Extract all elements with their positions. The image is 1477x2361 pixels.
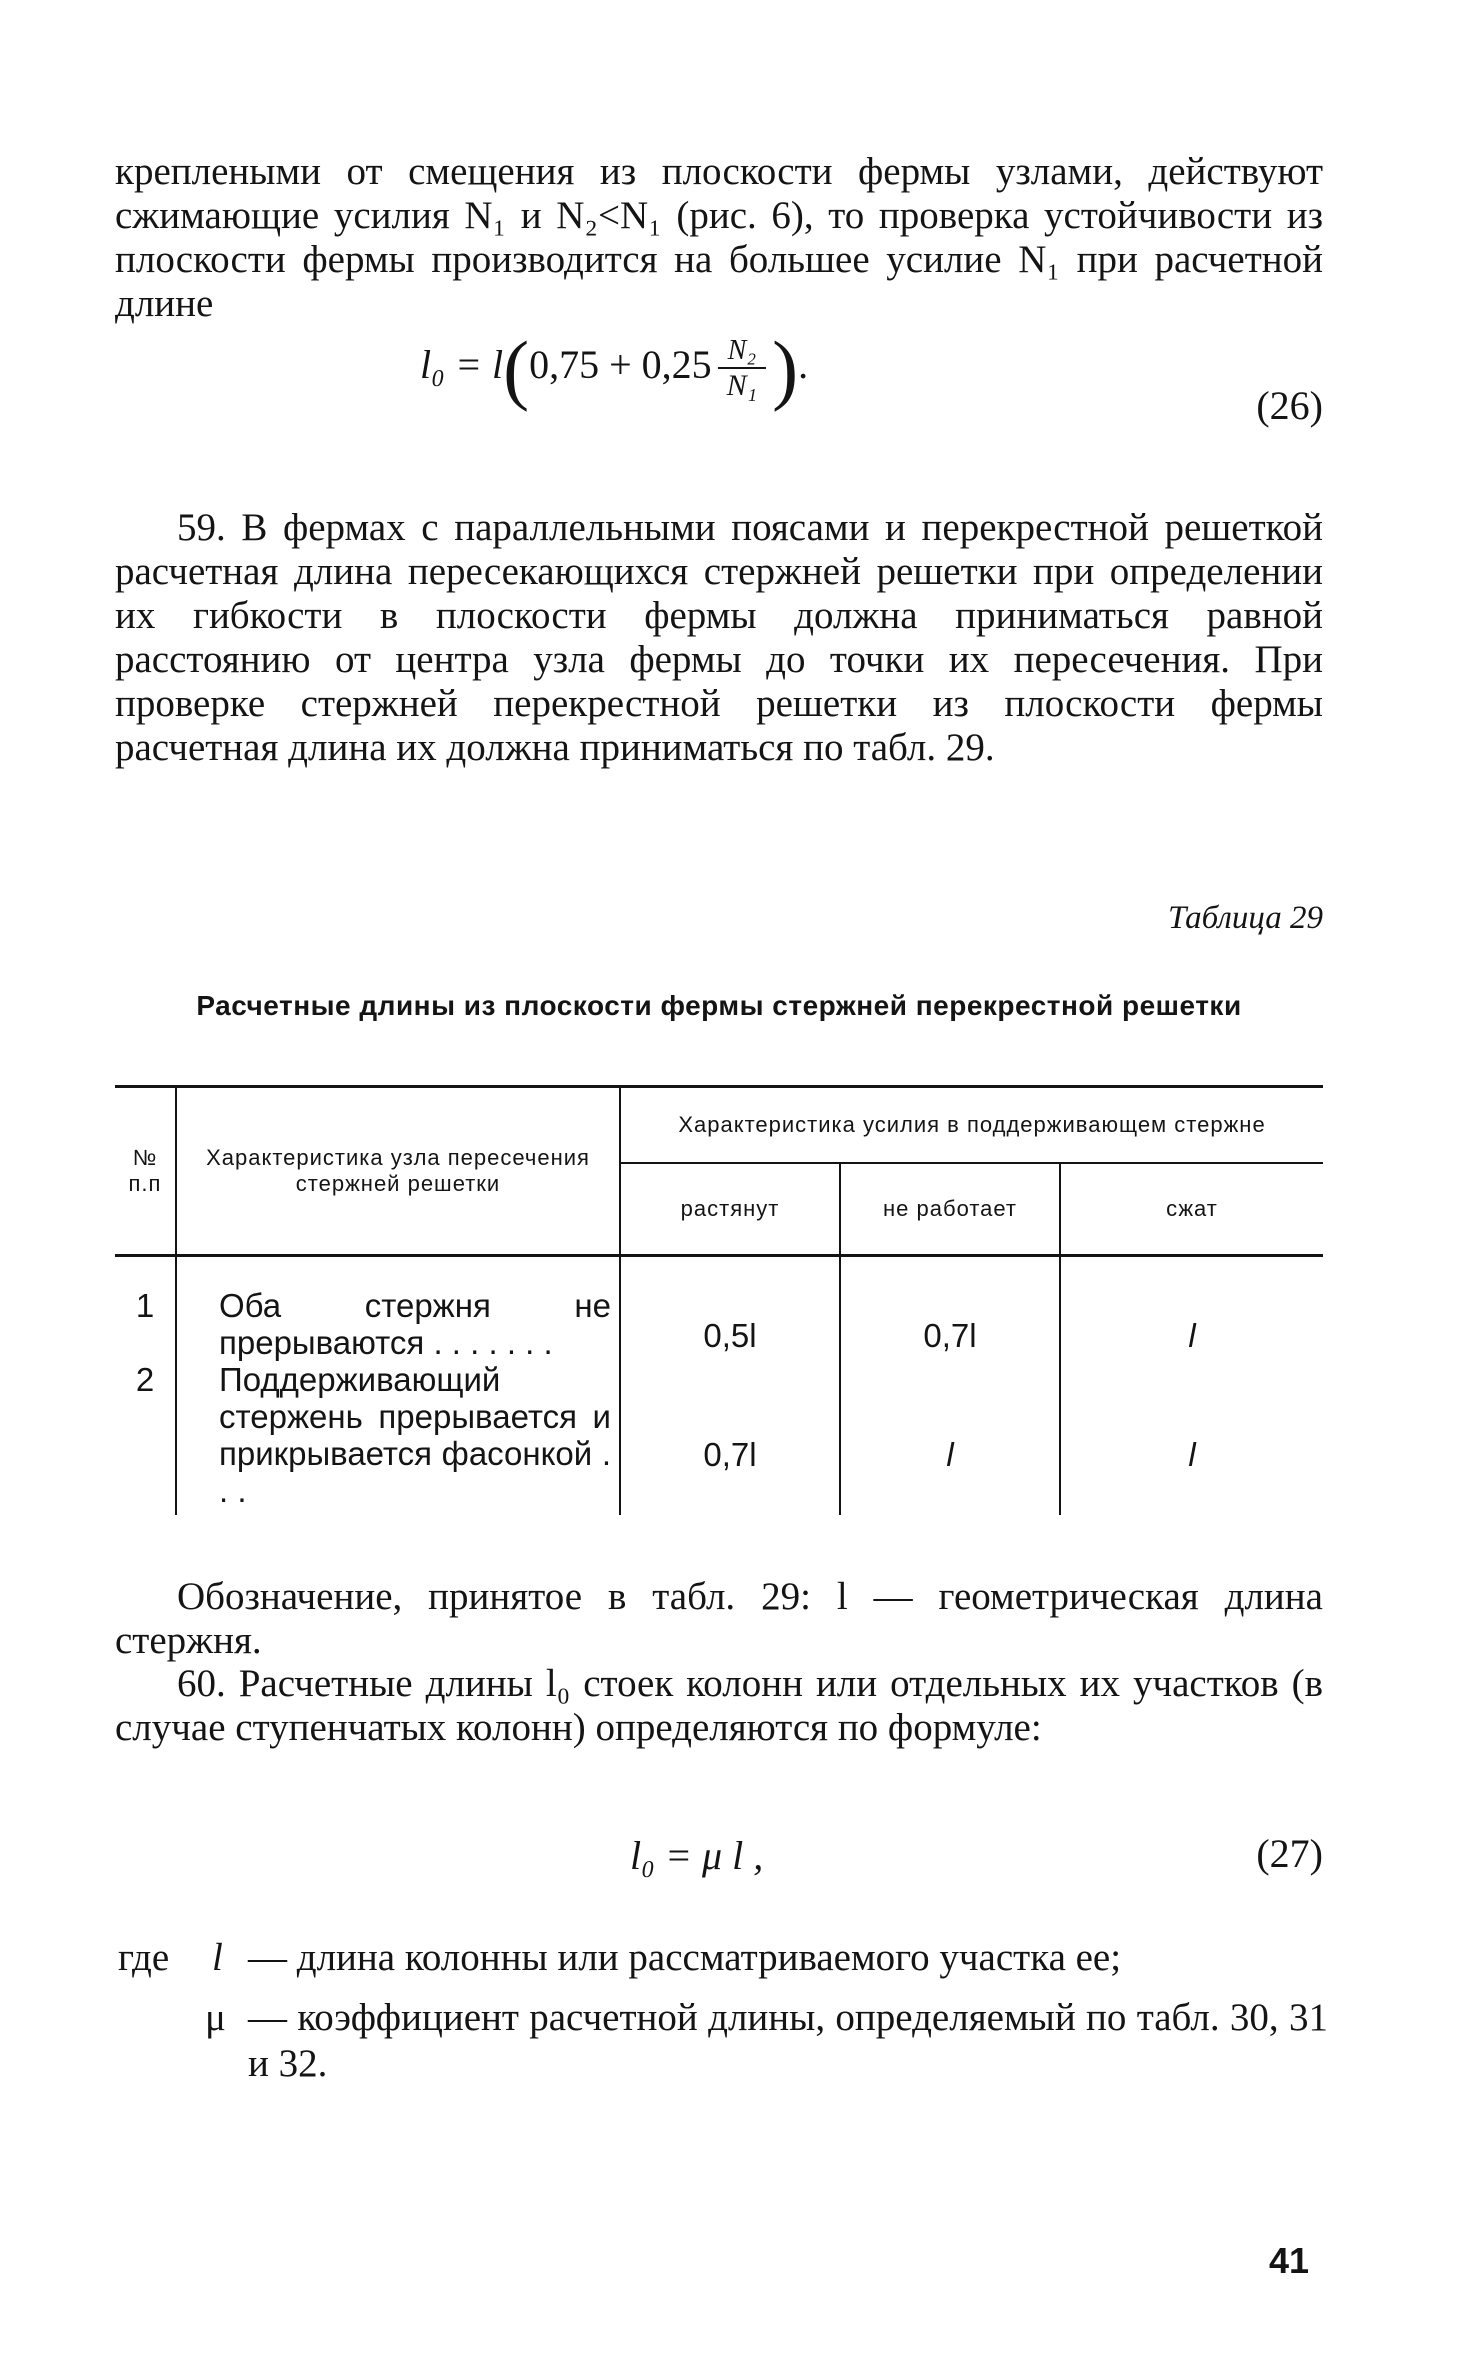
header-force: Характеристика усилия в поддерживающем стержне: [620, 1087, 1323, 1164]
table-caption: Таблица 29: [1168, 900, 1323, 936]
row-1-compress: l: [1188, 1317, 1196, 1354]
row-2-compress: l: [1188, 1436, 1196, 1473]
row-1-tension: 0,5l: [620, 1256, 840, 1362]
formula-27: l₀ = μ l ,: [630, 1833, 764, 1878]
table-row: [115, 1361, 1323, 1515]
row-1-num: 1: [115, 1256, 176, 1362]
table-title: Расчетные длины из плоскости фермы стержней перекрестной решетки: [196, 990, 1242, 1021]
equation-number-27: (27): [1256, 1831, 1323, 1876]
row-2-desc: Поддерживающий стержень прерывается и прикрывается фасонкой . . .: [176, 1361, 620, 1515]
formula-26-terms: 0,75 + 0,25: [529, 342, 712, 388]
formula-26-fraction: [718, 335, 766, 403]
where-def-mu: — коэффициент расчетной длины, определяемый по табл. 30, 31 и 32.: [248, 1996, 1328, 2085]
formula-26-numerator: N₂: [718, 335, 766, 369]
row-1-idle: 0,7l: [840, 1256, 1060, 1362]
notation-note: [115, 1575, 1323, 1663]
row-2-idle: l: [840, 1361, 1060, 1515]
formula-26-denominator: N₁: [726, 369, 758, 402]
header-idle: не работает: [840, 1163, 1060, 1256]
paragraph-60: [115, 1662, 1323, 1750]
equation-number-26: (26): [1256, 383, 1323, 428]
table-29: [115, 1085, 1323, 1515]
where-sym-l: l: [212, 1936, 223, 1979]
header-compress: сжат: [1060, 1163, 1323, 1256]
paragraph-top: креплеными от смещения из плоскости фермы узлами, действуют сжимающие усилия N₁ и N₂<N₁ (рис. 6), то проверка устойчивости из плоскости фермы производится на большее усилие N₁ при расчетной длине: [115, 150, 1323, 325]
row-1-desc: Оба стержня не прерываются . . . . . . .: [176, 1256, 620, 1362]
where-sym-mu: μ: [205, 1996, 226, 2039]
where-label: где: [118, 1936, 170, 1979]
header-node: Характеристика узла пересечения стержней решетки: [176, 1087, 620, 1256]
row-2-num: 2: [115, 1361, 176, 1515]
where-def-l: — длина колонны или рассматриваемого участка ее;: [248, 1936, 1122, 1979]
header-num: № п.п: [115, 1087, 176, 1256]
paragraph-59-text: 59. В фермах с параллельными поясами и перекрестной решеткой расчетная длина пересекающихся стержней решетки при определении их гибкости в плоскости фермы должна приниматься равной расстоянию от центра узла фермы до точки их пересечения. При проверке стержней перекрестной решетки из плоскости фермы расчетная длина их должна приниматься по табл. 29.: [115, 506, 1323, 769]
notation-note-text: Обозначение, принятое в табл. 29: l — геометрическая длина стержня.: [115, 1575, 1323, 1662]
table-row: [115, 1256, 1323, 1362]
paragraph-59: [115, 506, 1323, 770]
formula-26: l₀ = l(0,75 + 0,25 $\frac{\text{N₂}}{\text{N₁}}$ ).: [420, 325, 809, 412]
header-tension: растянут: [620, 1163, 840, 1256]
paragraph-60-text: 60. Расчетные длины l₀ стоек колонн или отдельных их участков (в случае ступенчатых колонн) определяются по формуле:: [115, 1662, 1323, 1749]
row-2-tension: 0,7l: [620, 1361, 840, 1515]
formula-26-lhs: l₀ = l: [420, 342, 504, 388]
formula-26-tail: .: [798, 342, 809, 388]
page-number: 41: [1268, 2240, 1309, 2281]
